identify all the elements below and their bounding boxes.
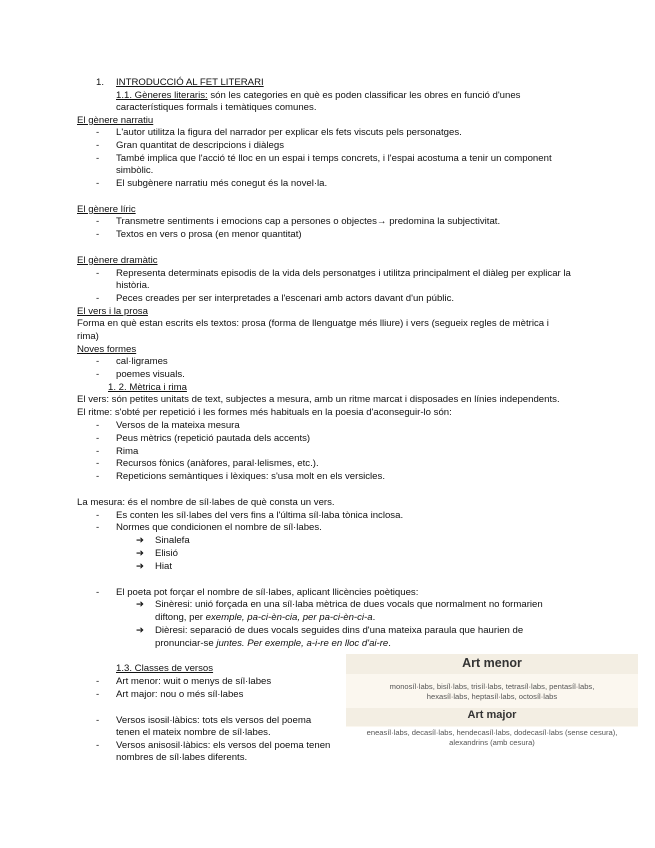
bullet-dash: - xyxy=(96,178,100,189)
bullet-dash: - xyxy=(96,522,100,533)
dramatic-title: El gènere dramàtic xyxy=(77,255,158,266)
noves-item: poemes visuals. xyxy=(116,369,185,380)
art-major-text: eneasíl·labs, decasíl·labs, hendecasíl·labs, dodecasíl·labs (sense cesura), xyxy=(366,728,618,737)
section-1-3-title: 1.3. Classes de versos xyxy=(116,663,214,674)
narratiu-title: El gènere narratiu xyxy=(77,115,154,126)
ritme-item: Repeticions semàntiques i lèxiques: s'usa molt en els versicles. xyxy=(116,471,385,482)
ritme-item: Rima xyxy=(116,446,139,457)
narratiu-item: També implica que l'acció té lloc en un espai i temps concrets, i l'espai acostuma a tenir un component xyxy=(116,153,552,164)
mesura-intro: La mesura: és el nombre de síl·labes de què consta un vers. xyxy=(77,497,335,508)
dramatic-item-cont: història. xyxy=(116,280,150,291)
mesura-sub-item: Hiat xyxy=(155,561,173,572)
ritme-item: Versos de la mateixa mesura xyxy=(116,420,240,431)
noves-title: Noves formes xyxy=(77,344,137,355)
versprosa-title: El vers i la prosa xyxy=(77,306,148,317)
narratiu-item: Gran quantitat de descripcions i diàlegs xyxy=(116,140,284,151)
narratiu-item-cont: simbòlic. xyxy=(116,165,154,176)
bullet-dash: - xyxy=(96,229,100,240)
art-menor-text: hexasíl·labs, heptasíl·labs, octosíl·labs xyxy=(426,692,558,701)
dramatic-item: Peces creades per ser interpretades a l'escenari amb actors davant d'un públic. xyxy=(116,293,455,304)
noves-item: cal·ligrames xyxy=(116,356,168,367)
art-menor-text: monosíl·labs, bisíl·labs, trisíl·labs, tetrasíl·labs, pentasíl·labs, xyxy=(389,682,595,691)
sineresi-example-lead: diftong, per xyxy=(155,612,206,623)
classes-item-cont: tenen el mateix nombre de síl·labes. xyxy=(116,727,271,738)
dramatic-item: Representa determinats episodis de la vida dels personatges i utilitza principalment el diàleg per explicar la xyxy=(116,268,571,279)
ritme-item: Recursos fònics (anàfores, paral·lelismes, etc.). xyxy=(116,458,319,469)
heading-title: INTRODUCCIÓ AL FET LITERARI xyxy=(116,77,264,88)
classes-item-cont: nombres de síl·labes diferents. xyxy=(116,752,248,763)
arrow-bullet-icon: ➔ xyxy=(136,599,145,610)
dieresi-example-end: . xyxy=(388,638,391,649)
bullet-dash: - xyxy=(96,127,100,138)
bullet-dash: - xyxy=(96,420,100,431)
bullet-dash: - xyxy=(96,216,100,227)
bullet-dash: - xyxy=(96,510,100,521)
sineresi-example xyxy=(155,612,375,624)
bullet-dash: - xyxy=(96,458,100,469)
bullet-dash: - xyxy=(96,140,100,151)
dieresi-example xyxy=(155,638,391,650)
ritme-item: Peus mètrics (repetició pautada dels accents) xyxy=(116,433,311,444)
arrow-bullet-icon: ➔ xyxy=(136,548,145,559)
narratiu-item: L'autor utilitza la figura del narrador per explicar els fets viscuts pels personatges. xyxy=(116,127,462,138)
section-1-1 xyxy=(116,90,520,102)
bullet-dash: - xyxy=(96,740,100,751)
mesura-item: Normes que condicionen el nombre de síl·labes. xyxy=(116,522,322,533)
bullet-dash: - xyxy=(96,689,100,700)
section-1-2-title: 1. 2. Mètrica i rima xyxy=(108,382,187,393)
art-menor-title: Art menor xyxy=(462,656,522,670)
versprosa-line: Forma en què estan escrits els textos: prosa (forma de llenguatge més lliure) i vers (segueix regles de mètrica i xyxy=(77,318,549,329)
arrow-bullet-icon: ➔ xyxy=(136,535,145,546)
sineresi-line: Sinèresi: unió forçada en una síl·laba mètrica de dues vocals que normalment no formarien xyxy=(155,599,543,610)
section-1-1-label: 1.1. Gèneres literaris: xyxy=(116,90,208,101)
classes-item: Versos isosil·làbics: tots els versos del poema xyxy=(116,715,312,726)
art-major-title: Art major xyxy=(467,709,517,721)
sineresi-example-italic: exemple, pa-ci-èn-cia, per pa-ci-èn-ci-a xyxy=(205,612,373,623)
mesura-item: Es conten les síl·labes del vers fins a l'última síl·laba tònica inclosa. xyxy=(116,510,404,521)
dieresi-example-italic: juntes. Per exemple, a-i-re en lloc d'ai-re xyxy=(216,638,389,649)
classes-item: Versos anisosil·làbics: els versos del poema tenen xyxy=(116,740,331,751)
vers-definition: El vers: són petites unitats de text, subjectes a mesura, amb un ritme marcat i disposades en línies independents. xyxy=(77,394,560,405)
section-1-1-text: són les categories en què es poden classificar les obres en funció d'unes xyxy=(207,90,521,101)
liric-title: El gènere líric xyxy=(77,204,136,215)
art-major-text: alexandrins (amb cesura) xyxy=(449,738,535,747)
liric-item: Transmetre sentiments i emocions cap a persones o objectes→ predomina la subjectivitat. xyxy=(116,216,501,227)
narratiu-item: El subgènere narratiu més conegut és la novel·la. xyxy=(116,178,328,189)
ritme-definition: El ritme: s'obté per repetició i les formes més habituals en la poesia d'aconseguir-lo són: xyxy=(77,407,452,418)
bullet-dash: - xyxy=(96,268,100,279)
mesura-sub-item: Elisió xyxy=(155,548,178,559)
bullet-dash: - xyxy=(96,356,100,367)
bullet-dash: - xyxy=(96,293,100,304)
classes-item: Art major: nou o més síl·labes xyxy=(116,689,244,700)
arrow-bullet-icon: ➔ xyxy=(136,561,145,572)
bullet-dash: - xyxy=(96,153,100,164)
bullet-dash: - xyxy=(96,676,100,687)
versprosa-line: rima) xyxy=(77,331,99,342)
section-1-1-text2: característiques formals i temàtiques comunes. xyxy=(116,102,317,113)
classes-item: Art menor: wuit o menys de síl·labes xyxy=(116,676,272,687)
bullet-dash: - xyxy=(96,433,100,444)
bullet-dash: - xyxy=(96,369,100,380)
dieresi-example-lead: pronunciar-se xyxy=(155,638,217,649)
arrow-bullet-icon: ➔ xyxy=(136,625,145,636)
bullet-dash: - xyxy=(96,446,100,457)
bullet-dash: - xyxy=(96,715,100,726)
sineresi-example-end: . xyxy=(372,612,376,623)
mesura-sub-item: Sinalefa xyxy=(155,535,190,546)
poeta-line: El poeta pot forçar el nombre de síl·labes, aplicant llicències poètiques: xyxy=(116,587,419,598)
heading-number: 1. xyxy=(96,77,105,88)
liric-item: Textos en vers o prosa (en menor quantitat) xyxy=(116,229,302,240)
bullet-dash: - xyxy=(96,587,100,598)
bullet-dash: - xyxy=(96,471,100,482)
dieresi-line: Dièresi: separació de dues vocals seguides dins d'una mateixa paraula que haurien de xyxy=(155,625,524,636)
